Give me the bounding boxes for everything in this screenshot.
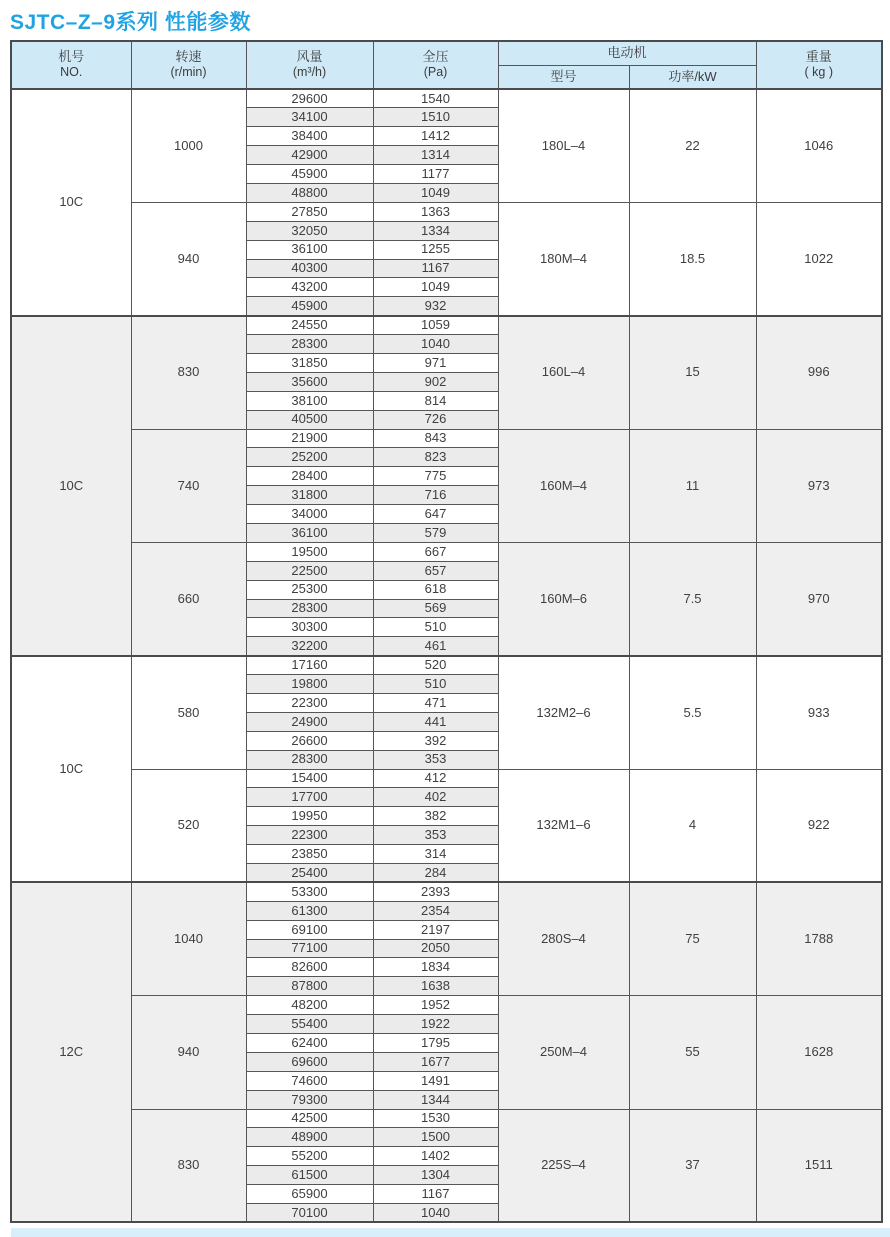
pressure-cell: 726 [373,410,498,429]
pressure-cell: 1314 [373,146,498,165]
pressure-cell: 2393 [373,882,498,901]
model-cell: 280S–4 [498,882,629,995]
pressure-cell: 1638 [373,977,498,996]
flow-cell: 27850 [246,202,373,221]
pressure-cell: 1167 [373,259,498,278]
flow-cell: 19950 [246,807,373,826]
flow-cell: 38400 [246,127,373,146]
flow-cell: 26600 [246,731,373,750]
flow-cell: 38100 [246,391,373,410]
pressure-cell: 1677 [373,1052,498,1071]
pressure-cell: 569 [373,599,498,618]
pressure-cell: 510 [373,618,498,637]
header-flow-line1: 风量 [296,49,323,65]
weight-cell: 1511 [756,1109,882,1222]
pressure-cell: 382 [373,807,498,826]
flow-cell: 74600 [246,1071,373,1090]
flow-cell: 35600 [246,372,373,391]
pressure-cell: 1952 [373,996,498,1015]
flow-cell: 29600 [246,89,373,108]
model-cell: 225S–4 [498,1109,629,1222]
pressure-cell: 1922 [373,1015,498,1034]
header-pressure [373,41,498,89]
flow-cell: 43200 [246,278,373,297]
pressure-cell: 902 [373,372,498,391]
flow-cell: 15400 [246,769,373,788]
flow-cell: 31850 [246,353,373,372]
flow-cell: 55400 [246,1015,373,1034]
power-cell: 75 [629,882,756,995]
pressure-cell: 1402 [373,1147,498,1166]
pressure-cell: 402 [373,788,498,807]
pressure-cell: 932 [373,297,498,316]
flow-cell: 79300 [246,1090,373,1109]
pressure-cell: 667 [373,542,498,561]
pressure-cell: 618 [373,580,498,599]
pressure-cell: 353 [373,826,498,845]
header-no-line1: 机号 [58,49,85,65]
header-weight-line2: ( kg ) [804,65,833,80]
flow-cell: 22300 [246,694,373,713]
table-row [11,542,882,561]
speed-cell: 1000 [131,89,246,202]
flow-cell: 48900 [246,1128,373,1147]
pressure-cell: 1255 [373,240,498,259]
flow-cell: 69600 [246,1052,373,1071]
flow-cell: 34000 [246,505,373,524]
no-cell: 10C [11,89,131,316]
speed-cell: 740 [131,429,246,542]
table-row [11,89,882,108]
flow-cell: 28300 [246,750,373,769]
table-row [11,429,882,448]
page-title: SJTC–Z–9系列 性能参数 [10,11,251,34]
pressure-cell: 353 [373,750,498,769]
flow-cell: 17160 [246,656,373,675]
flow-cell: 77100 [246,939,373,958]
model-cell: 132M2–6 [498,656,629,769]
power-cell: 11 [629,429,756,542]
model-cell: 132M1–6 [498,769,629,882]
pressure-cell: 2354 [373,901,498,920]
pressure-cell: 775 [373,467,498,486]
flow-cell: 28300 [246,599,373,618]
table-row [11,882,882,901]
pressure-cell: 1491 [373,1071,498,1090]
speed-cell: 830 [131,1109,246,1222]
pressure-cell: 1049 [373,278,498,297]
weight-cell: 1022 [756,202,882,315]
flow-cell: 24550 [246,316,373,335]
pressure-cell: 1049 [373,183,498,202]
flow-cell: 55200 [246,1147,373,1166]
pressure-cell: 2050 [373,939,498,958]
pressure-cell: 461 [373,637,498,656]
pressure-cell: 412 [373,769,498,788]
table-row [11,202,882,221]
power-cell: 22 [629,89,756,202]
weight-cell: 933 [756,656,882,769]
bottom-accent-strip [11,1228,890,1237]
pressure-cell: 843 [373,429,498,448]
weight-cell: 1046 [756,89,882,202]
flow-cell: 82600 [246,958,373,977]
weight-cell: 973 [756,429,882,542]
table-header [11,41,882,89]
power-cell: 18.5 [629,202,756,315]
speed-cell: 940 [131,202,246,315]
model-cell: 250M–4 [498,996,629,1109]
flow-cell: 48200 [246,996,373,1015]
flow-cell: 36100 [246,523,373,542]
flow-cell: 23850 [246,845,373,864]
weight-cell: 996 [756,316,882,429]
speed-cell: 580 [131,656,246,769]
flow-cell: 28300 [246,335,373,354]
pressure-cell: 1834 [373,958,498,977]
flow-cell: 34100 [246,108,373,127]
header-no [11,41,131,89]
table-row [11,1109,882,1128]
model-cell: 160M–4 [498,429,629,542]
speed-cell: 660 [131,542,246,655]
flow-cell: 48800 [246,183,373,202]
flow-cell: 32200 [246,637,373,656]
flow-cell: 25200 [246,448,373,467]
table-row [11,769,882,788]
header-speed [131,41,246,89]
table-row [11,996,882,1015]
flow-cell: 22300 [246,826,373,845]
header-flow [246,41,373,89]
speed-cell: 520 [131,769,246,882]
power-cell: 7.5 [629,542,756,655]
pressure-cell: 1040 [373,1204,498,1223]
header-pressure-line2: (Pa) [423,65,448,80]
flow-cell: 28400 [246,467,373,486]
pressure-cell: 1500 [373,1128,498,1147]
table-row [11,316,882,335]
header-weight-line1: 重量 [805,49,832,65]
weight-cell: 970 [756,542,882,655]
weight-cell: 922 [756,769,882,882]
speed-cell: 1040 [131,882,246,995]
weight-cell: 1628 [756,996,882,1109]
table-body [11,89,882,1222]
flow-cell: 24900 [246,712,373,731]
pressure-cell: 1334 [373,221,498,240]
flow-cell: 30300 [246,618,373,637]
flow-cell: 62400 [246,1034,373,1053]
flow-cell: 61300 [246,901,373,920]
flow-cell: 87800 [246,977,373,996]
no-cell: 10C [11,316,131,656]
speed-cell: 830 [131,316,246,429]
pressure-cell: 1510 [373,108,498,127]
flow-cell: 21900 [246,429,373,448]
pressure-cell: 314 [373,845,498,864]
header-flow-line2: (m³/h) [292,65,327,80]
pressure-cell: 814 [373,391,498,410]
power-cell: 37 [629,1109,756,1222]
flow-cell: 32050 [246,221,373,240]
model-cell: 160L–4 [498,316,629,429]
pressure-cell: 1304 [373,1166,498,1185]
weight-cell: 1788 [756,882,882,995]
model-cell: 180M–4 [498,202,629,315]
flow-cell: 17700 [246,788,373,807]
speed-cell: 940 [131,996,246,1109]
pressure-cell: 1344 [373,1090,498,1109]
flow-cell: 45900 [246,297,373,316]
pressure-cell: 520 [373,656,498,675]
flow-cell: 19500 [246,542,373,561]
header-motor: 电动机 [498,41,756,65]
flow-cell: 25300 [246,580,373,599]
pressure-cell: 1530 [373,1109,498,1128]
pressure-cell: 1363 [373,202,498,221]
flow-cell: 61500 [246,1166,373,1185]
no-cell: 12C [11,882,131,1222]
header-no-line2: NO. [60,65,83,80]
header-pressure-line1: 全压 [422,49,449,65]
pressure-cell: 971 [373,353,498,372]
flow-cell: 65900 [246,1185,373,1204]
pressure-cell: 2197 [373,920,498,939]
pressure-cell: 510 [373,675,498,694]
pressure-cell: 284 [373,864,498,883]
header-motor-power: 功率/kW [629,65,756,89]
flow-cell: 31800 [246,486,373,505]
flow-cell: 42900 [246,146,373,165]
pressure-cell: 1059 [373,316,498,335]
power-cell: 4 [629,769,756,882]
model-cell: 160M–6 [498,542,629,655]
pressure-cell: 657 [373,561,498,580]
power-cell: 55 [629,996,756,1109]
pressure-cell: 716 [373,486,498,505]
pressure-cell: 1795 [373,1034,498,1053]
header-speed-line1: 转速 [175,49,202,65]
flow-cell: 19800 [246,675,373,694]
flow-cell: 36100 [246,240,373,259]
pressure-cell: 579 [373,523,498,542]
power-cell: 5.5 [629,656,756,769]
power-cell: 15 [629,316,756,429]
pressure-cell: 1412 [373,127,498,146]
pressure-cell: 823 [373,448,498,467]
no-cell: 10C [11,656,131,883]
flow-cell: 45900 [246,165,373,184]
performance-parameters-table [10,40,883,1223]
header-motor-model: 型号 [498,65,629,89]
header-speed-line2: (r/min) [170,65,207,80]
pressure-cell: 1540 [373,89,498,108]
flow-cell: 22500 [246,561,373,580]
pressure-cell: 392 [373,731,498,750]
pressure-cell: 647 [373,505,498,524]
flow-cell: 40300 [246,259,373,278]
flow-cell: 69100 [246,920,373,939]
model-cell: 180L–4 [498,89,629,202]
flow-cell: 25400 [246,864,373,883]
pressure-cell: 1167 [373,1185,498,1204]
flow-cell: 40500 [246,410,373,429]
flow-cell: 42500 [246,1109,373,1128]
pressure-cell: 1040 [373,335,498,354]
flow-cell: 53300 [246,882,373,901]
pressure-cell: 471 [373,694,498,713]
header-weight [756,41,882,89]
pressure-cell: 441 [373,712,498,731]
table-row [11,656,882,675]
flow-cell: 70100 [246,1204,373,1223]
pressure-cell: 1177 [373,165,498,184]
